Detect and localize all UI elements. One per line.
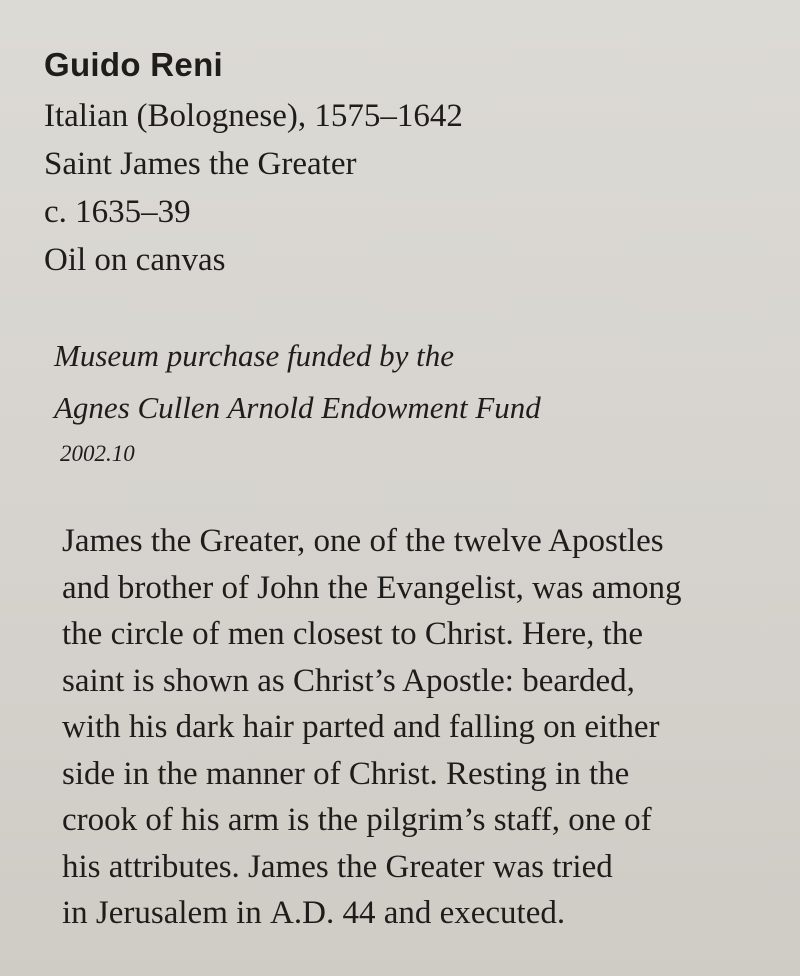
description-line: his attributes. James the Greater was tried <box>62 848 613 885</box>
description-last-line <box>62 890 782 937</box>
credit-line-1: Museum purchase funded by the <box>54 338 455 373</box>
description-line: with his dark hair parted and falling on either <box>62 709 660 745</box>
artwork-title: Saint James the Greater <box>44 146 357 182</box>
accession-number: 2002.10 <box>60 441 135 466</box>
description-last-after: 44 and executed. <box>334 895 566 931</box>
artwork-date: c. 1635–39 <box>44 194 191 230</box>
credit-line-2: Agnes Cullen Arnold Endowment Fund <box>54 390 541 425</box>
description-line: James the Greater, one of the twelve Apostles <box>62 523 664 559</box>
description-line: and brother of John the Evangelist, was among <box>62 569 682 606</box>
artwork-medium: Oil on canvas <box>44 242 226 278</box>
description-line: saint is shown as Christ’s Apostle: bearded, <box>62 662 635 699</box>
description-line: the circle of men closest to Christ. Here, the <box>62 616 643 652</box>
credit-line <box>44 330 800 474</box>
description-text <box>44 518 782 937</box>
description-line: crook of his arm is the pilgrim’s staff, one of <box>62 802 652 838</box>
era-abbreviation: A.D. <box>270 895 335 931</box>
description-line: side in the manner of Christ. Resting in the <box>62 755 630 792</box>
description-last-before: in Jerusalem in <box>62 895 271 931</box>
artist-name: Guido Reni <box>44 46 223 83</box>
artist-nationality-dates: Italian (Bolognese), 1575–1642 <box>44 98 463 134</box>
